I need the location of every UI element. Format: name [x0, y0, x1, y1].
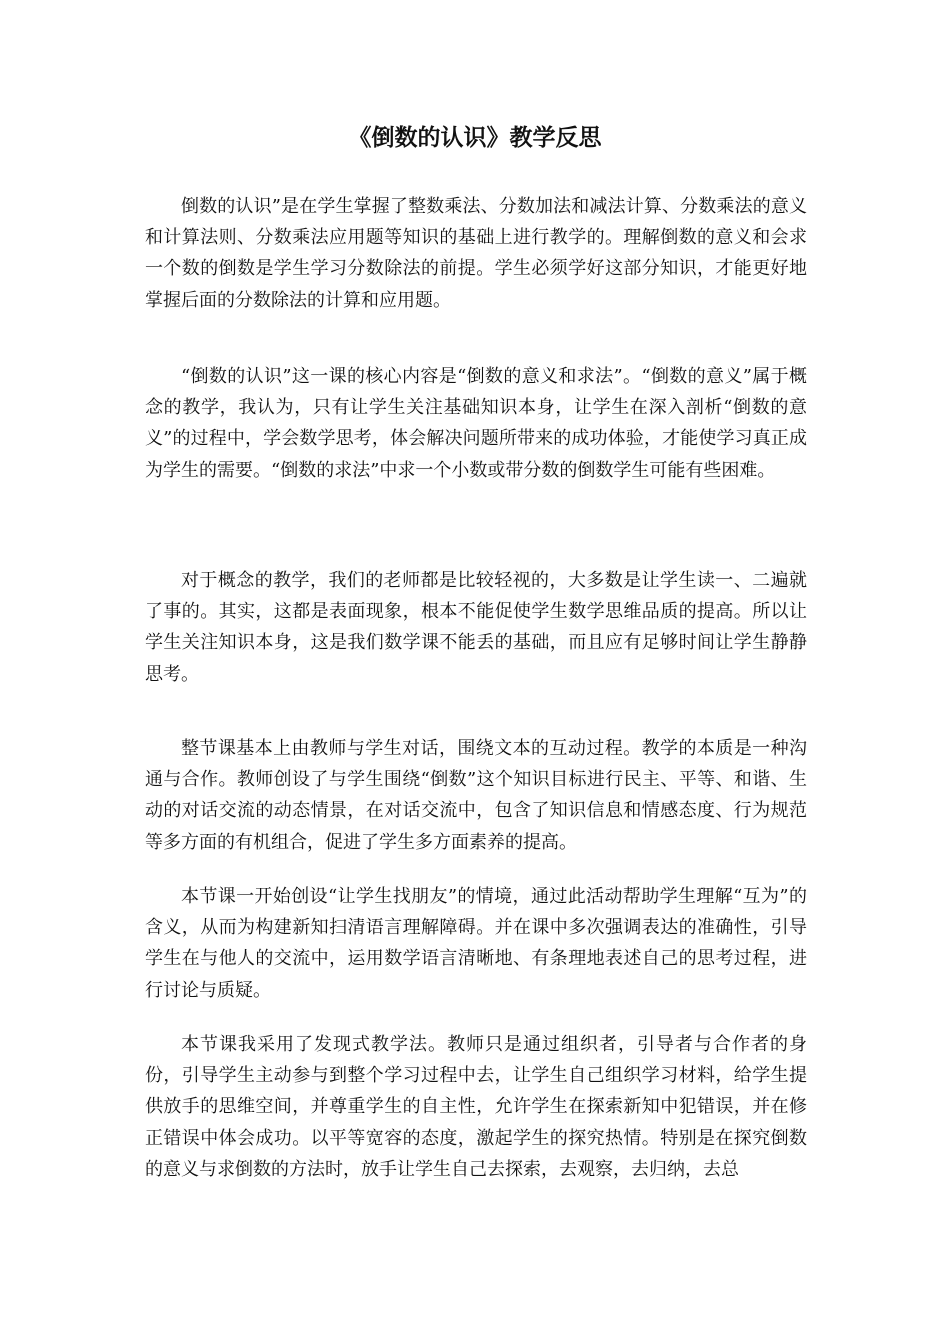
paragraph-5: 本节课一开始创设“让学生找朋友”的情境，通过此活动帮助学生理解“互为”的含义，从而为构建新知扫清语言理解障碍。并在课中多次强调表达的准确性，引导学生在与他人的交流中，运用数学语言清晰地、有条理地表述自己的思考过程，进行讨论与质疑。 — [145, 886, 807, 1001]
paragraph-6: 本节课我采用了发现式教学法。教师只是通过组织者，引导者与合作者的身份，引导学生主动参与到整个学习过程中去，让学生自己组织学习材料，给学生提供放手的思维空间，并尊重学生的自主性，允许学生在探索新知中犯错误，并在修正错误中体会成功。以平等宽容的态度，激起学生的探究热情。特别是在探究倒数的意义与求倒数的方法时，放手让学生自己去探索，去观察，去归纳，去总 — [145, 1034, 807, 1180]
paragraph-2: “倒数的认识”这一课的核心内容是“倒数的意义和求法”。“倒数的意义”属于概念的教学，我认为，只有让学生关注基础知识本身，让学生在深入剖析“倒数的意义”的过程中，学会数学思考，体会解决问题所带来的成功体验，才能使学习真正成为学生的需要。“倒数的求法”中求一个小数或带分数的倒数学生可能有些困难。 — [145, 366, 807, 481]
paragraph-3: 对于概念的教学，我们的老师都是比较轻视的，大多数是让学生读一、二遍就了事的。其实，这都是表面现象，根本不能促使学生数学思维品质的提高。所以让学生关注知识本身，这是我们数学课不能丢的基础，而且应有足够时间让学生静静思考。 — [145, 570, 807, 685]
paragraph-1: 倒数的认识”是在学生掌握了整数乘法、分数加法和减法计算、分数乘法的意义和计算法则、分数乘法应用题等知识的基础上进行教学的。理解倒数的意义和会求一个数的倒数是学生学习分数除法的前提。学生必须学好这部分知识，才能更好地掌握后面的分数除法的计算和应用题。 — [145, 196, 807, 311]
paragraph-4: 整节课基本上由教师与学生对话，围绕文本的互动过程。教学的本质是一种沟通与合作。教师创设了与学生围绕“倒数”这个知识目标进行民主、平等、和谐、生动的对话交流的动态情景，在对话交流中，包含了知识信息和情感态度、行为规范等多方面的有机组合，促进了学生多方面素养的提高。 — [145, 738, 807, 853]
document-title: 《倒数的认识》教学反思 — [348, 124, 602, 151]
